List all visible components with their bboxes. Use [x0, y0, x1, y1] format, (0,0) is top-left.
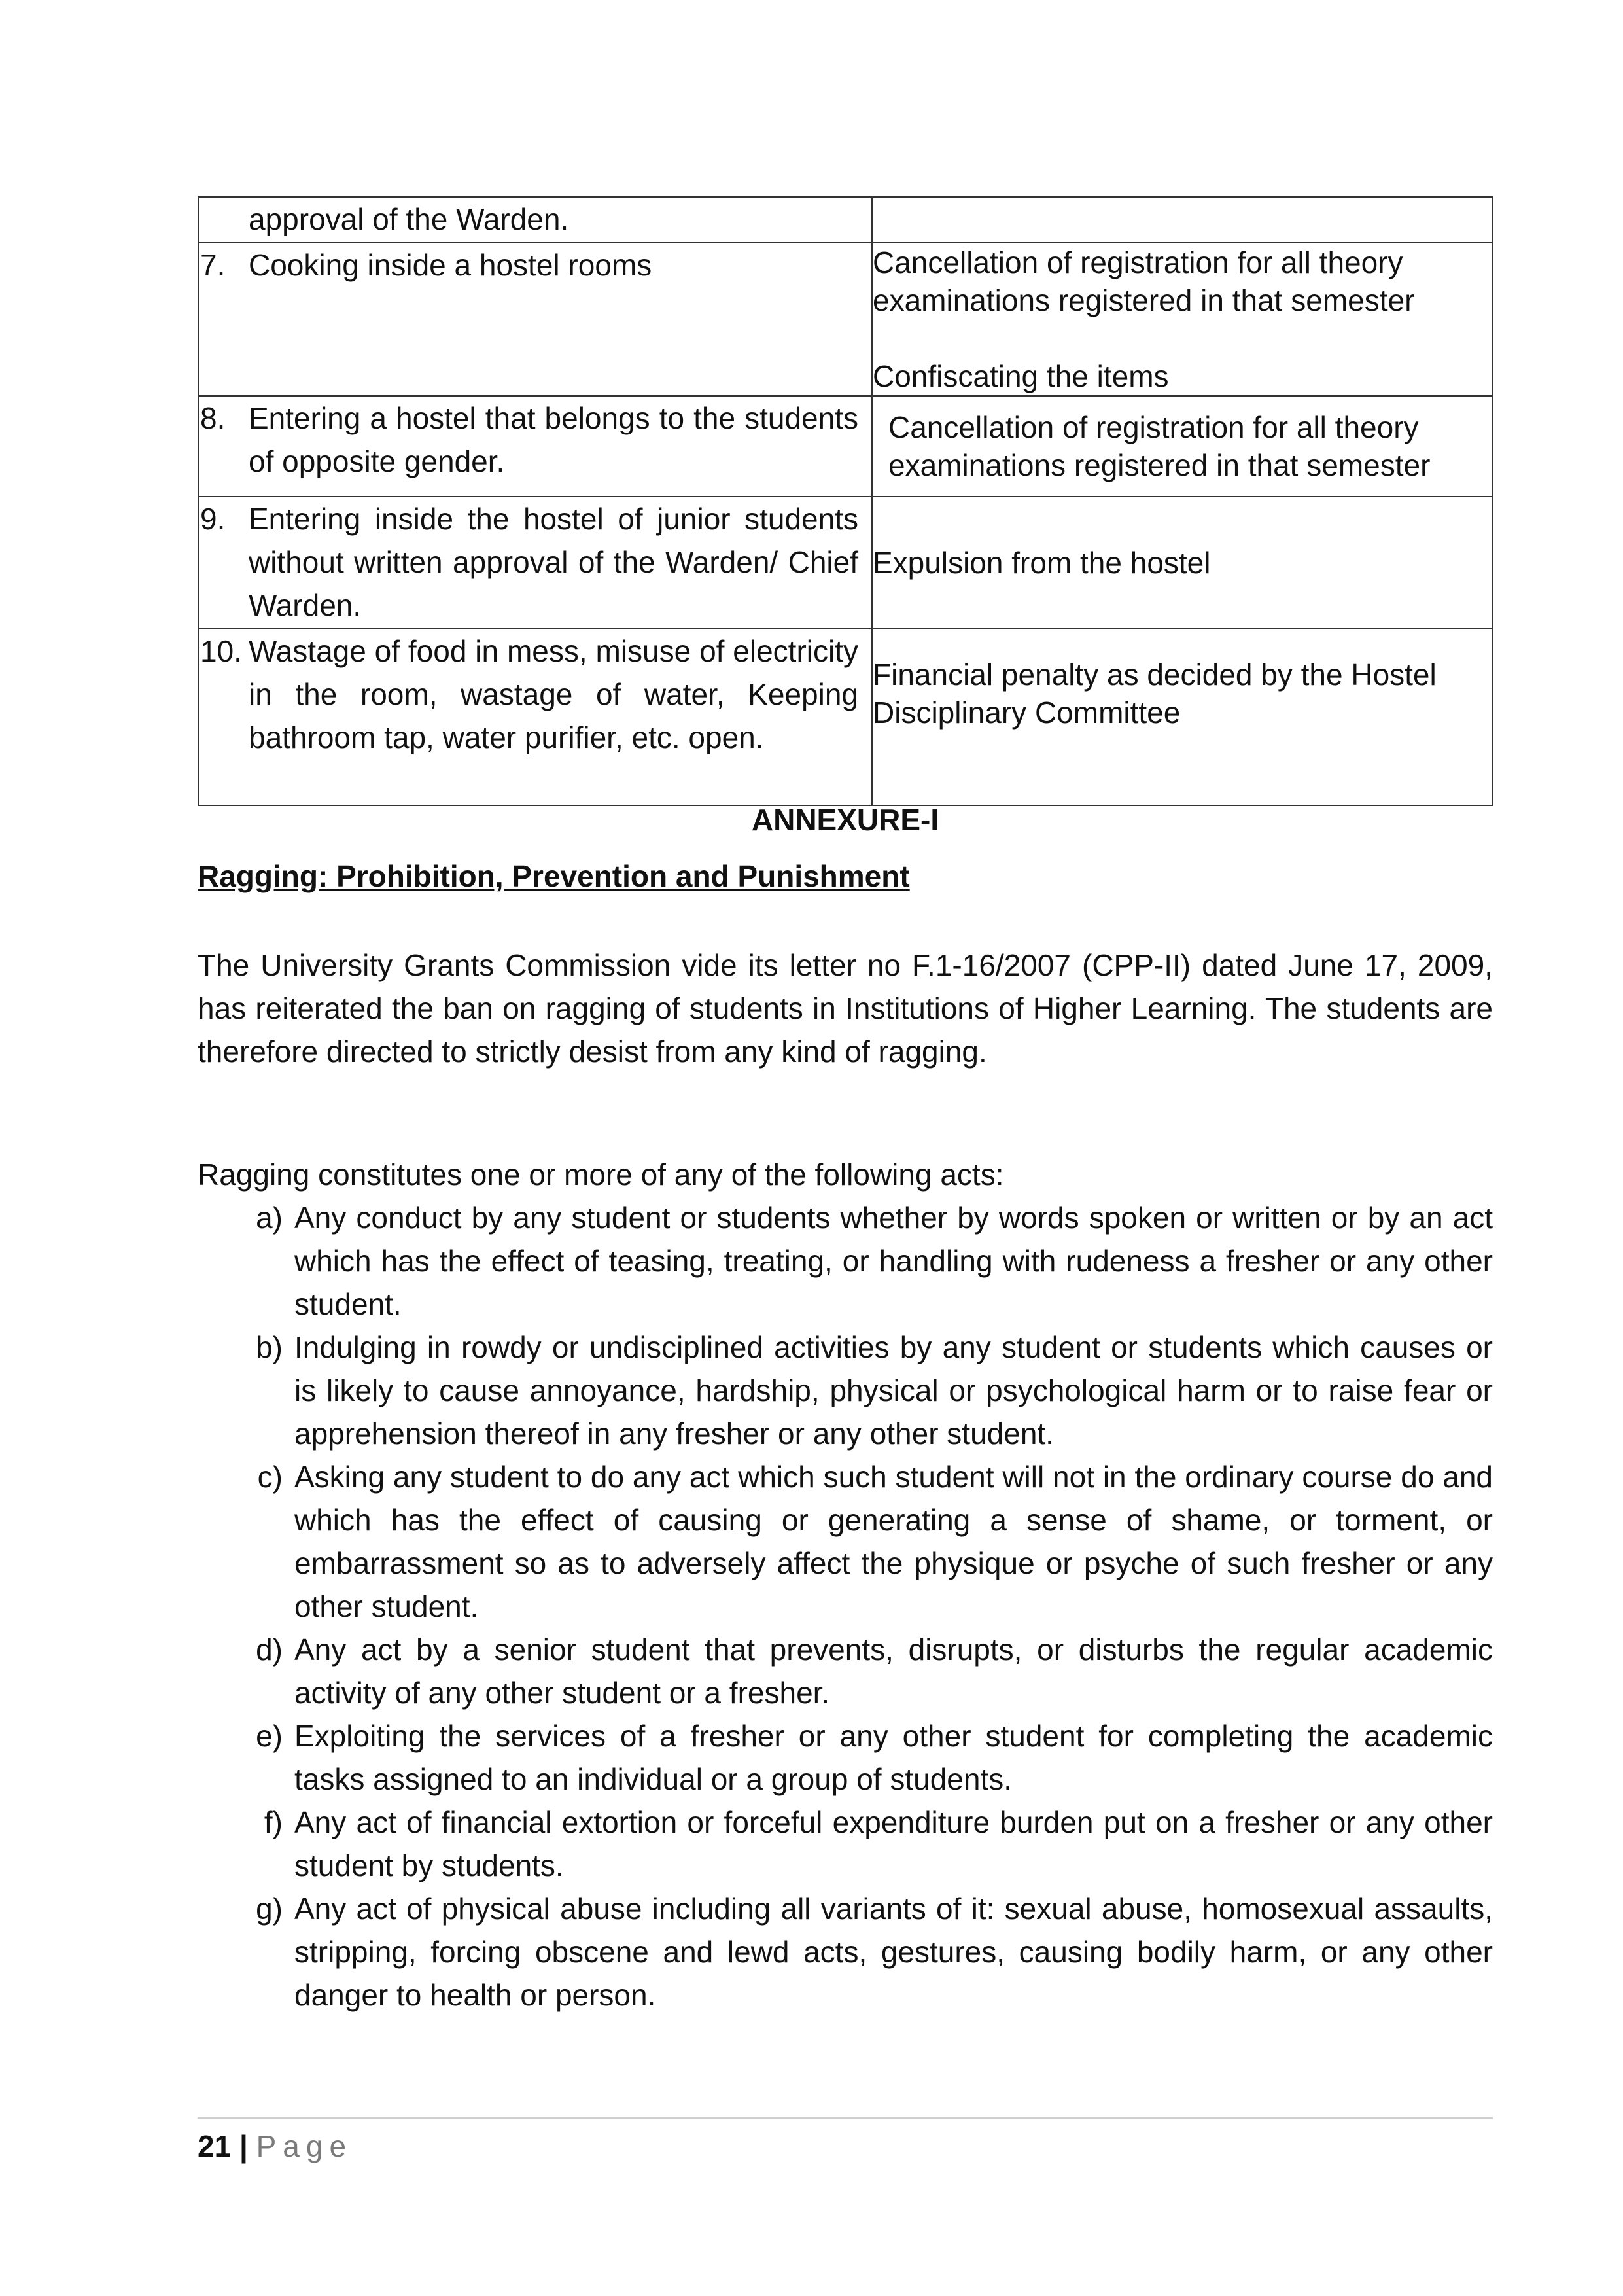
- offence-text: Entering inside the hostel of junior students without written approval of the Warden/ Chief Warden.: [249, 502, 858, 622]
- list-marker: c): [257, 1460, 283, 1494]
- list-item-text: Any conduct by any student or students whether by words spoken or written or by an act which has the effect of teasing, treating, or handling with rudeness a fresher or any other student.: [294, 1201, 1493, 1321]
- intro-paragraph: The University Grants Commission vide its letter no F.1-16/2007 (CPP-II) dated June 17, 2009, has reiterated the ban on ragging of students in Institutions of Higher Learning. The students are therefore directed to strictly desist from any kind of ragging.: [198, 948, 1493, 1069]
- penalty-cell: [872, 197, 1492, 243]
- table-row: [198, 197, 1492, 243]
- offence-cell: [198, 197, 872, 243]
- row-number: 8.: [200, 401, 226, 435]
- offence-cell: [198, 396, 872, 497]
- offence-text: Wastage of food in mess, misuse of electricity in the room, wastage of water, Keeping bathroom tap, water purifier, etc. open.: [249, 634, 858, 754]
- list-item-text: Asking any student to do any act which such student will not in the ordinary course do and which has the effect of causing or generating a sense of shame, or torment, or embarrassment so as to adversely affect the physique or psyche of such fresher or any other student.: [294, 1460, 1493, 1623]
- penalty-text: Confiscating the items: [873, 359, 1169, 393]
- page-label: Page: [256, 2129, 353, 2163]
- hostel-discipline-table: [198, 196, 1493, 806]
- offence-text: Cooking inside a hostel rooms: [249, 248, 652, 282]
- offence-cell: [198, 243, 872, 396]
- row-number: 10.: [200, 634, 242, 668]
- table-row: [198, 243, 1492, 396]
- list-marker: e): [256, 1719, 283, 1753]
- list-item-text: Any act of financial extortion or forceful expenditure burden put on a fresher or any other student by students.: [294, 1805, 1493, 1882]
- penalty-text: Expulsion from the hostel: [873, 546, 1211, 580]
- acts-intro: Ragging constitutes one or more of any of the following acts:: [198, 1157, 1004, 1192]
- penalty-cell: [872, 629, 1492, 805]
- list-item: [198, 1455, 1493, 1628]
- offence-text: approval of the Warden.: [249, 202, 569, 236]
- penalty-text: Financial penalty as decided by the Hostel Disciplinary Committee: [873, 658, 1437, 730]
- list-item-text: Any act by a senior student that prevents, disrupts, or disturbs the regular academic activity of any other student or a fresher.: [294, 1633, 1493, 1710]
- section-title: Ragging: Prohibition, Prevention and Punishment: [198, 859, 910, 893]
- penalty-cell: [872, 243, 1492, 396]
- list-item-text: Indulging in rowdy or undisciplined activities by any student or students which causes or is likely to cause annoyance, hardship, physical or psychological harm or to raise fear or apprehension thereof in any fresher or any other student.: [294, 1330, 1493, 1451]
- penalty-cell: [872, 396, 1492, 497]
- row-number: 9.: [200, 502, 226, 536]
- annexure-heading: ANNEXURE-I: [751, 803, 939, 837]
- offence-cell: [198, 497, 872, 629]
- list-marker: g): [256, 1892, 283, 1926]
- list-item: [198, 1628, 1493, 1714]
- table-row: [198, 629, 1492, 805]
- offence-cell: [198, 629, 872, 805]
- ragging-acts-list: [198, 1196, 1493, 2017]
- list-item: [198, 1714, 1493, 1801]
- list-item: [198, 1196, 1493, 1326]
- list-marker: d): [256, 1633, 283, 1667]
- page-number: 21: [198, 2129, 232, 2163]
- footer-separator: |: [239, 2129, 248, 2163]
- list-item-text: Exploiting the services of a fresher or any other student for completing the academic tasks assigned to an individual or a group of students.: [294, 1719, 1493, 1796]
- list-item-text: Any act of physical abuse including all variants of it: sexual abuse, homosexual assaults, stripping, forcing obscene and lewd acts, gestures, causing bodily harm, or any other danger to health or person.: [294, 1892, 1493, 2012]
- list-marker: a): [256, 1201, 283, 1235]
- footer-divider: [198, 2117, 1493, 2119]
- penalty-text: Cancellation of registration for all theory examinations registered in that semester: [888, 410, 1431, 482]
- list-item: [198, 1887, 1493, 2017]
- row-number: 7.: [200, 248, 226, 282]
- penalty-cell: [872, 497, 1492, 629]
- penalty-text: Cancellation of registration for all theory examinations registered in that semester: [873, 245, 1415, 317]
- row-number: [199, 198, 249, 241]
- list-item: [198, 1801, 1493, 1887]
- list-item: [198, 1326, 1493, 1455]
- page-footer: [198, 2127, 353, 2166]
- list-marker: b): [256, 1330, 283, 1364]
- table-row: [198, 396, 1492, 497]
- list-marker: f): [264, 1805, 283, 1839]
- offence-text: Entering a hostel that belongs to the students of opposite gender.: [249, 401, 858, 478]
- table-row: [198, 497, 1492, 629]
